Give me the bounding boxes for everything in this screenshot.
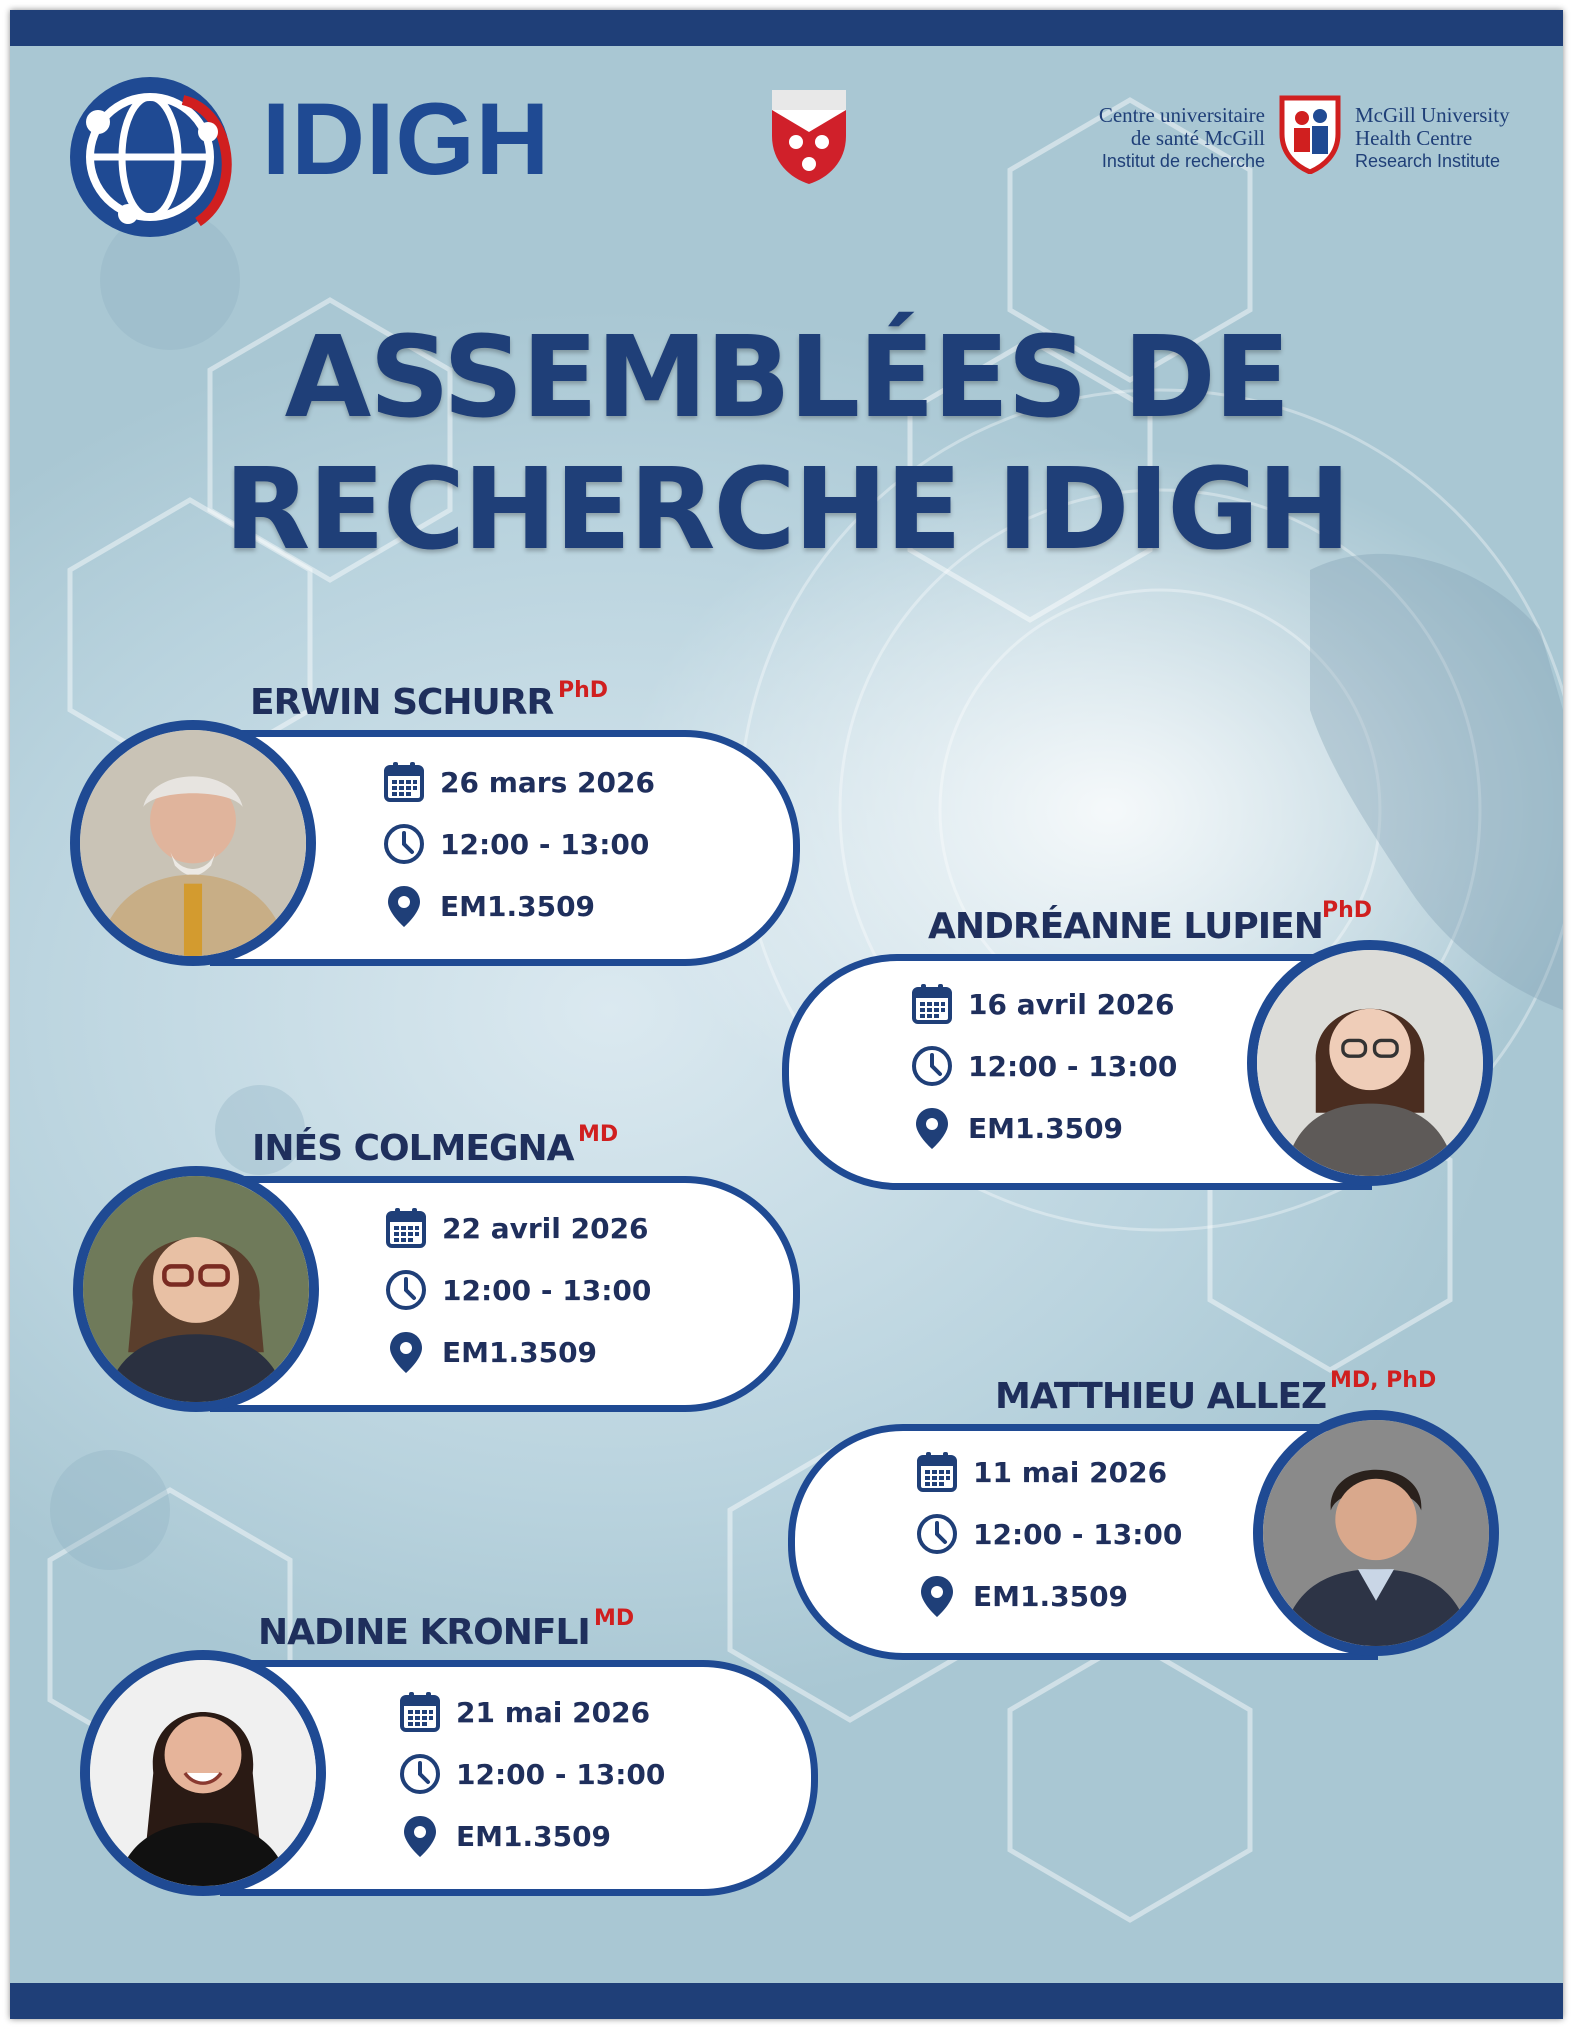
speaker-degree: PhD xyxy=(558,678,609,703)
calendar-icon xyxy=(398,1690,442,1734)
event-time: 12:00 - 13:00 xyxy=(456,1757,666,1791)
speaker-photo xyxy=(1247,940,1493,1186)
location-pin-icon xyxy=(398,1814,442,1858)
muhc-en-line1: McGill University xyxy=(1355,103,1510,127)
speaker-name: ERWIN SCHURR xyxy=(250,682,554,723)
logo-text: IDIGH xyxy=(262,82,551,196)
speaker-photo xyxy=(80,1650,326,1896)
clock-icon xyxy=(382,822,426,866)
muhc-en-line2: Health Centre xyxy=(1355,126,1473,150)
bottom-bar xyxy=(10,1983,1563,2019)
event-room: EM1.3509 xyxy=(973,1579,1129,1613)
location-pin-icon xyxy=(382,884,426,928)
speaker-degree: PhD xyxy=(1322,898,1373,923)
speaker-photo xyxy=(73,1166,319,1412)
clock-icon xyxy=(910,1044,954,1088)
event-date: 26 mars 2026 xyxy=(440,765,655,799)
location-pin-icon xyxy=(910,1106,954,1150)
event-room: EM1.3509 xyxy=(442,1335,598,1369)
calendar-icon xyxy=(382,760,426,804)
speaker-name: ANDRÉANNE LUPIEN xyxy=(928,906,1323,947)
muhc-french-name xyxy=(1099,104,1265,173)
muhc-logo-icon xyxy=(1278,94,1342,174)
calendar-icon xyxy=(910,982,954,1026)
title-line-1: ASSEMBLÉES DE xyxy=(284,313,1289,443)
event-date: 22 avril 2026 xyxy=(442,1211,649,1245)
event-room: EM1.3509 xyxy=(968,1111,1124,1145)
location-pin-icon xyxy=(384,1330,428,1374)
top-bar xyxy=(10,10,1563,46)
speaker-name: MATTHIEU ALLEZ xyxy=(995,1376,1327,1417)
muhc-fr-line2: de santé McGill xyxy=(1130,126,1265,150)
event-room: EM1.3509 xyxy=(456,1819,612,1853)
clock-icon xyxy=(915,1512,959,1556)
clock-icon xyxy=(398,1752,442,1796)
event-date: 11 mai 2026 xyxy=(973,1455,1168,1489)
speaker-name: NADINE KRONFLI xyxy=(258,1612,590,1653)
event-room: EM1.3509 xyxy=(440,889,596,923)
speaker-photo xyxy=(70,720,316,966)
event-time: 12:00 - 13:00 xyxy=(440,827,650,861)
muhc-fr-line3: Institut de recherche xyxy=(1101,151,1265,171)
muhc-english-name xyxy=(1355,104,1510,173)
event-time: 12:00 - 13:00 xyxy=(968,1049,1178,1083)
calendar-icon xyxy=(384,1206,428,1250)
event-date: 21 mai 2026 xyxy=(456,1695,651,1729)
location-pin-icon xyxy=(915,1574,959,1618)
mcgill-shield-icon xyxy=(768,86,850,186)
event-time: 12:00 - 13:00 xyxy=(442,1273,652,1307)
event-date: 16 avril 2026 xyxy=(968,987,1175,1021)
speaker-photo xyxy=(1253,1410,1499,1656)
speaker-degree: MD xyxy=(594,1606,635,1631)
muhc-fr-line1: Centre universitaire xyxy=(1098,103,1265,127)
calendar-icon xyxy=(915,1450,959,1494)
speaker-name: INÉS COLMEGNA xyxy=(252,1128,574,1169)
speaker-degree: MD xyxy=(578,1122,619,1147)
event-time: 12:00 - 13:00 xyxy=(973,1517,1183,1551)
muhc-en-line3: Research Institute xyxy=(1355,151,1501,171)
speaker-degree: MD, PhD xyxy=(1330,1368,1437,1393)
title-line-2: RECHERCHE IDIGH xyxy=(224,445,1349,575)
clock-icon xyxy=(384,1268,428,1312)
poster xyxy=(10,10,1563,2019)
